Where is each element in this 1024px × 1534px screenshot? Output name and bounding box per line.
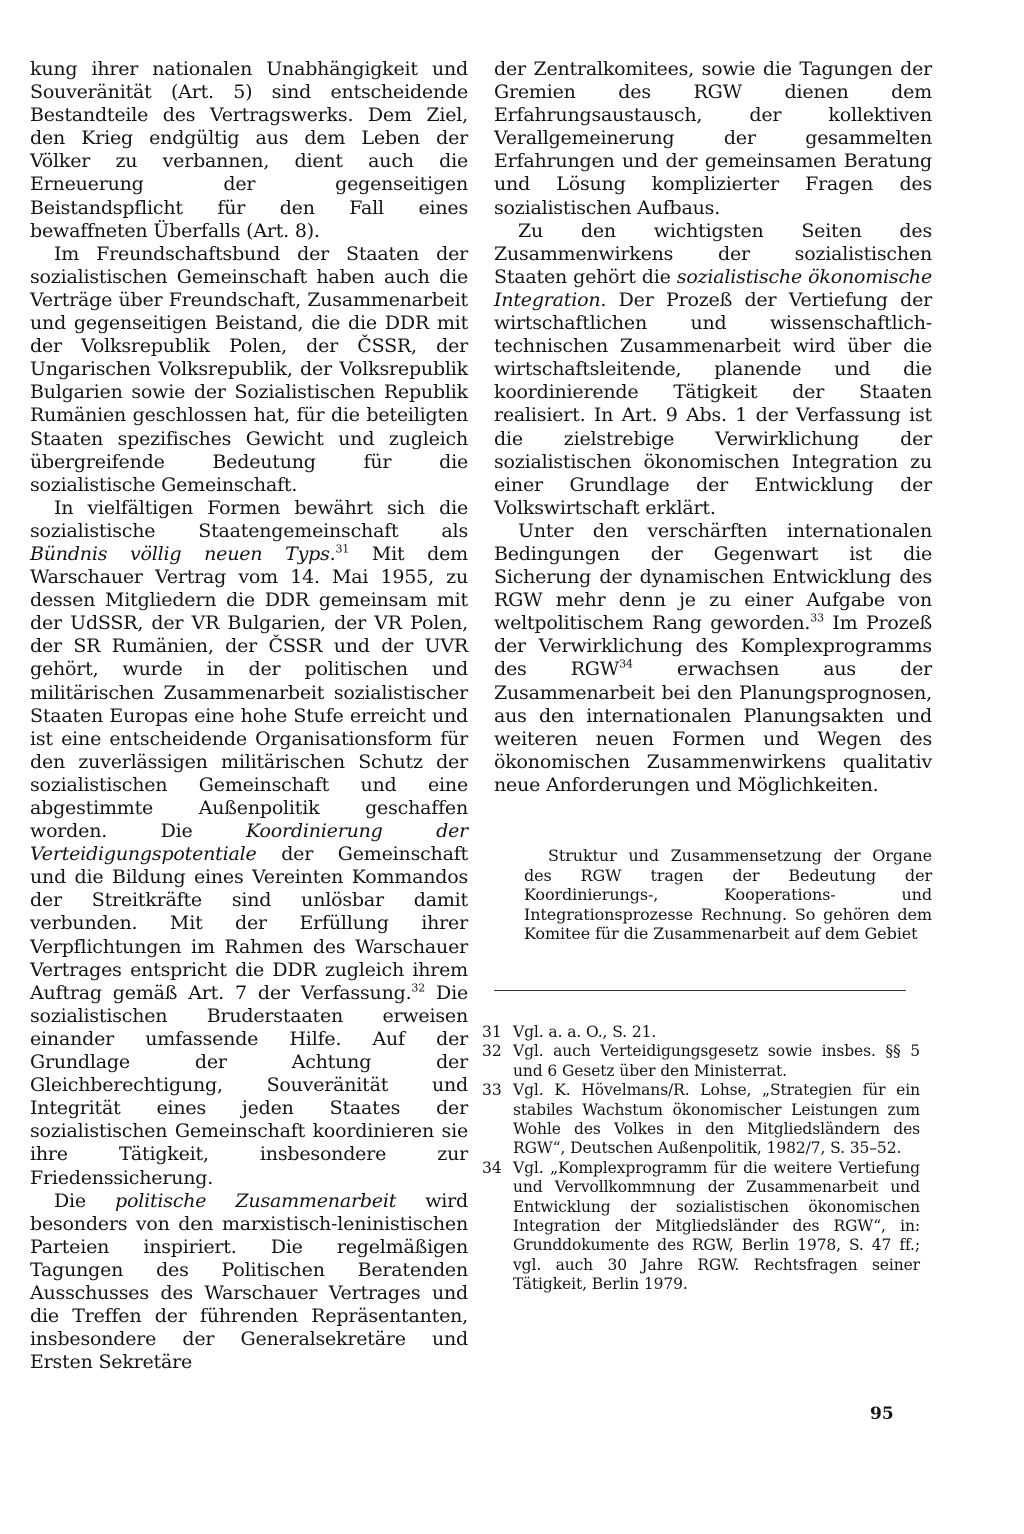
footnote-text: Vgl. auch Verteidigungsgesetz sowie insbes. §§ 5 und 6 Gesetz über den Ministerrat. [513, 1042, 920, 1080]
paragraph-text: In vielfältigen Formen bewährt sich die sozialistische Staatengemeinschaft als [30, 496, 468, 542]
paragraph-5 [494, 58, 932, 220]
paragraph-text: Der Prozeß der Vertiefung der wirtschaftlichen und wissenschaftlich-technischen Zusammenarbeit wird über die wirtschaftsleitende, planende und die koordinierende Tätigkeit der Staaten realisiert. In Art. 9 Abs. 1 der Verfassung ist die zielstrebige Verwirklichung der sozialistischen ökonomischen Integration zu einer Grundlage der Entwicklung der Volkswirtschaft erklärt. [494, 288, 932, 519]
footnote-32 [482, 1042, 920, 1081]
paragraph-text: Zu den wichtigsten Seiten des Zusammenwirkens der sozialistischen Staaten gehört die [494, 219, 932, 288]
footnote-33 [482, 1081, 920, 1159]
small-print-block [524, 846, 932, 944]
footnote-ref-32: 32 [411, 981, 426, 995]
footnote-number: 34 [482, 1158, 502, 1177]
footnote-text: Vgl. K. Hövelmans/R. Lohse, „Strategien für ein stabiles Wachstum ökonomischer Leistungen zum Wohle des Volkes in den Mitgliedsländern des RGW“, Deutschen Außenpolitik, 1982/7, S. 35–52. [513, 1081, 920, 1158]
left-column [30, 58, 468, 1374]
paragraph-text: Unter den verschärften internationalen Bedingungen der Gegenwart ist die Sicherung der dynamischen Entwicklung des RGW mehr denn je zu einer Aufgabe von weltpolitischem Rang geworden. [494, 519, 932, 635]
footnote-number: 31 [482, 1023, 502, 1041]
paragraph-2 [30, 243, 468, 497]
emphasis-text: sozialistische ökonomische Integration. [494, 265, 932, 311]
paragraph-4 [30, 1190, 468, 1375]
emphasis-text: politische Zusammenarbeit [115, 1189, 397, 1212]
footnote-text: Vgl. a. a. O., S. 21. [513, 1023, 657, 1041]
emphasis-text: Koordinierung der Verteidigungspotentiale [30, 820, 469, 866]
footnote-ref-34: 34 [619, 658, 633, 672]
paragraph-6 [494, 220, 932, 520]
footnote-number: 32 [482, 1042, 502, 1061]
paragraph-text: wird besonders von den marxistisch-leninistischen Parteien inspiriert. Die regelmäßigen Tagungen des Politischen Beratenden Ausschusses des Warschauer Vertrages und die Treffen der führenden Repräsentanten, insbesondere der Generalsekretäre und Ersten Sekretäre [30, 1189, 469, 1374]
paragraph-text: der Gemeinschaft und die Bildung eines Vereinten Kommandos der Streitkräfte sind unlösbar damit verbunden. Mit der Erfüllung ihrer Verpflichtungen im Rahmen des Warschauer Vertrages entspricht die DDR zugleich ihrem Auftrag gemäß Art. 7 der Verfassung. [30, 843, 468, 1004]
footnote-31 [482, 1023, 920, 1042]
footnote-number: 33 [482, 1081, 502, 1100]
paragraph-text: der Zentralkomitees, sowie die Tagungen der Gremien des RGW dienen dem Erfahrungsaustausch, der kollektiven Verallgemeinerung der gesammelten Erfahrungen und der gemeinsamen Beratung und Lösung komplizierter Fragen des sozialistischen Aufbaus. [494, 58, 932, 219]
footnote-ref-33: 33 [810, 611, 824, 625]
paragraph-text: Mit dem Warschauer Vertrag vom 14. Mai 1955, zu dessen Mitgliedern die DDR gemeinsam mit der UdSSR, der VR Bulgarien, der VR Polen, der SR Rumänien, der ČSSR und der UVR gehört, wurde in der politischen und militärischen Zusammenarbeit sozialistischer Staaten Europas eine hohe Stufe erreicht und ist eine entscheidende Organisationsform für den zuverlässigen militärischen Schutz der sozialistischen Gemeinschaft und eine abgestimmte Außenpolitik geschaffen worden. Die [30, 542, 468, 843]
footnote-text: Vgl. „Komplexprogramm für die weitere Vertiefung und Vervollkommnung der Zusammenarbeit und Entwicklung der sozialistischen ökonomischen Integration der Mitgliedsländer des RGW“, in: Grunddokumente des RGW, Berlin 1978, S. 47 ff.; vgl. auch 30 Jahre RGW. Rechtsfragen seiner Tätigkeit, Berlin 1979. [513, 1158, 920, 1294]
paragraph-text: Im Prozeß der Verwirklichung des Komplexprogramms des RGW [494, 612, 932, 681]
paragraph-text: Im Freundschaftsbund der Staaten der sozialistischen Gemeinschaft haben auch die Verträge über Freundschaft, Zusammenarbeit und gegenseitigen Beistand, die die DDR mit der Volksrepublik Polen, der ČSSR, der Ungarischen Volksrepublik, der Volksrepublik Bulgarien sowie der Sozialistischen Republik Rumänien geschlossen hat, für die beteiligten Staaten spezifisches Gewicht und zugleich übergreifende Bedeutung für die sozialistische Gemeinschaft. [30, 242, 468, 496]
paragraph-text: Die [54, 1189, 116, 1212]
paragraph-7 [494, 520, 932, 797]
small-print-paragraph: Struktur und Zusammensetzung der Organe des RGW tragen der Bedeutung der Koordinierungs-, Kooperations- und Integrationsprozesse Rechnung. So gehören dem Komitee für die Zusammenarbeit auf dem Gebiet [524, 846, 932, 943]
paragraph-3 [30, 497, 468, 1190]
footnote-divider [494, 990, 906, 991]
paragraph-text: kung ihrer nationalen Unabhängigkeit und Souveränität (Art. 5) sind entscheidende Bestandteile des Vertragswerks. Dem Ziel, den Krieg endgültig aus dem Leben der Völker zu verbannen, dient auch die Erneuerung der gegenseitigen Beistandspflicht für den Fall eines bewaffneten Überfalls (Art. 8). [30, 58, 468, 242]
page-number: 95 [870, 1404, 894, 1424]
footnotes [482, 1023, 920, 1295]
footnote-ref-31: 31 [335, 542, 350, 556]
footnote-34 [482, 1159, 920, 1295]
emphasis-text: Bündnis völlig neuen Typs. [30, 542, 336, 565]
right-column [482, 58, 932, 1294]
paragraph-1 [30, 58, 468, 243]
paragraph-text: Die sozialistischen Bruderstaaten erweisen einander umfassende Hilfe. Auf der Grundlage der Achtung der Gleichberechtigung, Souveränität und Integrität eines jeden Staates der sozialistischen Gemeinschaft koordinieren sie ihre Tätigkeit, insbesondere zur Friedenssicherung. [30, 981, 468, 1189]
right-body [494, 58, 932, 797]
paragraph-text: erwachsen aus der Zusammenarbeit bei den Planungsprognosen, aus den internationalen Planungsakten und weiteren neuen Formen und Wegen des ökonomischen Zusammenwirkens qualitativ neue Anforderungen und Möglichkeiten. [494, 658, 932, 796]
